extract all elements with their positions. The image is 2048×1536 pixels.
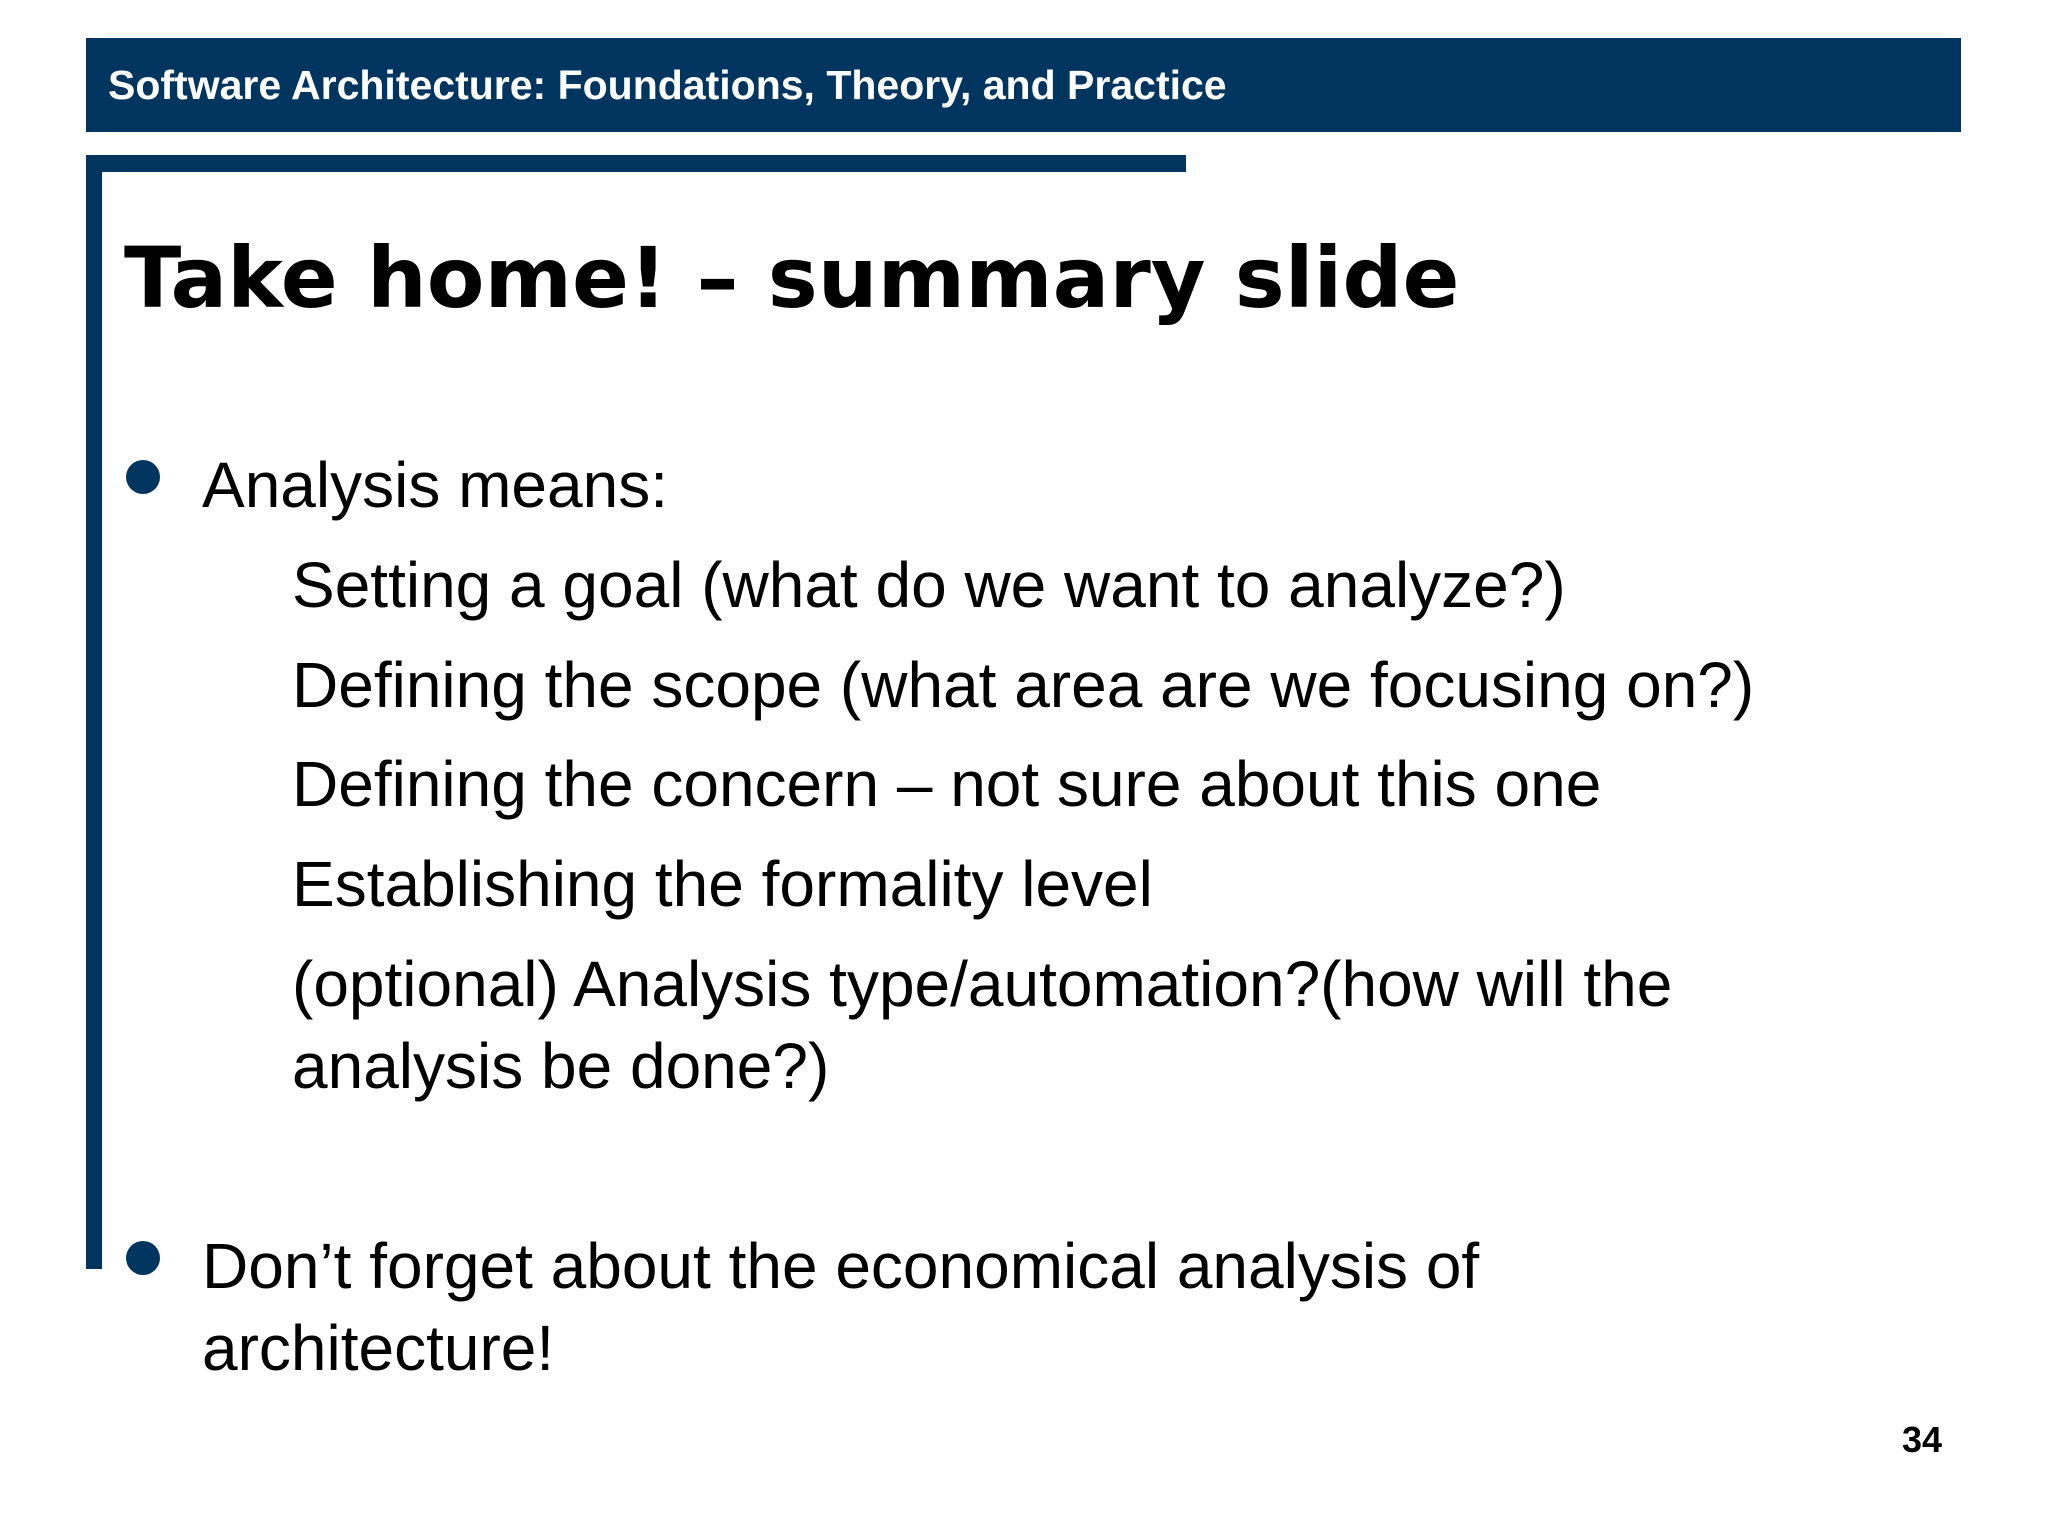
- slide-title: Take home! – summary slide: [124, 229, 1460, 327]
- subitem-formality-level: Establishing the formality level: [292, 848, 1153, 920]
- frame-left-rule: [86, 155, 102, 1269]
- subitem-defining-scope: Defining the scope (what area are we focusing on?): [292, 649, 1755, 721]
- subitem-defining-concern: Defining the concern – not sure about this one: [292, 748, 1602, 820]
- frame-top-rule: [86, 155, 1186, 172]
- subitem-analysis-type-line2: analysis be done?): [292, 1030, 830, 1102]
- bullet-text-economical-line1: Don’t forget about the economical analysis of: [202, 1230, 1480, 1302]
- bullet-marker-1: [126, 460, 160, 494]
- bullet-text-economical-line2: architecture!: [202, 1312, 555, 1384]
- subitem-setting-goal: Setting a goal (what do we want to analyze?): [292, 549, 1566, 621]
- page-number: 34: [1901, 1419, 1942, 1460]
- course-title: Software Architecture: Foundations, Theory, and Practice: [108, 62, 1227, 108]
- header-bar: [86, 38, 1961, 132]
- bullet-text-analysis-means: Analysis means:: [202, 449, 668, 521]
- subitem-analysis-type-line1: (optional) Analysis type/automation?(how will the: [292, 948, 1673, 1020]
- bullet-marker-2: [126, 1241, 160, 1275]
